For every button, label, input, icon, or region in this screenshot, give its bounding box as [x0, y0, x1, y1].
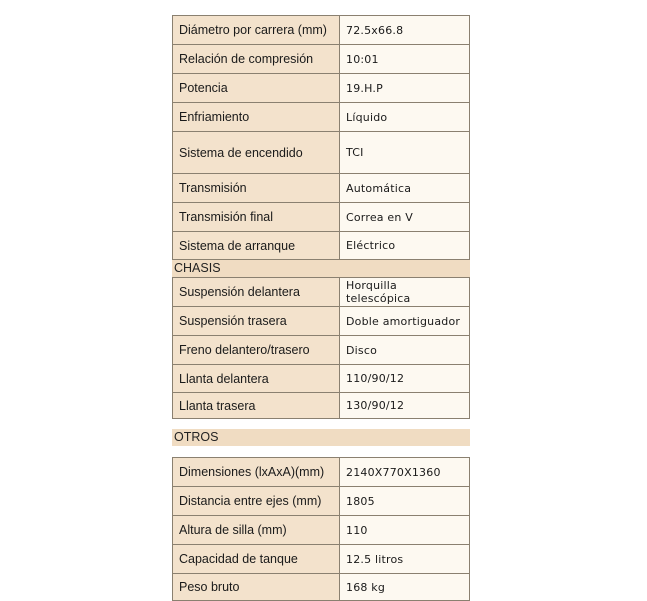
- spec-label: Sistema de arranque: [173, 232, 340, 260]
- table-row: [173, 574, 470, 601]
- table-row: [173, 45, 470, 74]
- table-row: [173, 203, 470, 232]
- spec-value: Disco: [340, 336, 470, 365]
- spec-label: Capacidad de tanque: [173, 545, 340, 574]
- table-row: [173, 132, 470, 174]
- spec-label: Enfriamiento: [173, 103, 340, 132]
- spec-label: Distancia entre ejes (mm): [173, 487, 340, 516]
- table-row: [173, 307, 470, 336]
- spec-value: 110/90/12: [340, 365, 470, 393]
- table-row: [173, 393, 470, 419]
- spec-label: Dimensiones (lxAxA)(mm): [173, 458, 340, 487]
- table-row: [173, 336, 470, 365]
- spec-value: 10:01: [340, 45, 470, 74]
- spec-value: 110: [340, 516, 470, 545]
- section-header-chasis: CHASIS: [172, 260, 470, 277]
- table-row: [173, 487, 470, 516]
- spec-label: Llanta delantera: [173, 365, 340, 393]
- spec-label: Sistema de encendido: [173, 132, 340, 174]
- table-row: [173, 103, 470, 132]
- spec-label: Relación de compresión: [173, 45, 340, 74]
- table-row: [173, 545, 470, 574]
- spec-label: Freno delantero/trasero: [173, 336, 340, 365]
- spec-label: Suspensión delantera: [173, 278, 340, 307]
- spec-value: Horquilla telescópica: [340, 278, 470, 307]
- spec-label: Potencia: [173, 74, 340, 103]
- section-spacer: [172, 419, 470, 429]
- engine-spec-table: [172, 15, 470, 260]
- spec-value: Correa en V: [340, 203, 470, 232]
- table-row: [173, 74, 470, 103]
- spec-label: Altura de silla (mm): [173, 516, 340, 545]
- spec-value: Líquido: [340, 103, 470, 132]
- table-row: [173, 458, 470, 487]
- spec-value: Eléctrico: [340, 232, 470, 260]
- spec-value: 1805: [340, 487, 470, 516]
- spec-value: 72.5x66.8: [340, 16, 470, 45]
- spec-value: Automática: [340, 174, 470, 203]
- spec-value: 19.H.P: [340, 74, 470, 103]
- spec-value: 12.5 litros: [340, 545, 470, 574]
- spec-label: Transmisión: [173, 174, 340, 203]
- chasis-spec-table: [172, 277, 470, 419]
- table-row: [173, 516, 470, 545]
- table-row: [173, 174, 470, 203]
- spec-label: Transmisión final: [173, 203, 340, 232]
- spec-value: 2140X770X1360: [340, 458, 470, 487]
- spec-value: 168 kg: [340, 574, 470, 601]
- spec-value: Doble amortiguador: [340, 307, 470, 336]
- table-row: [173, 232, 470, 260]
- spec-label: Suspensión trasera: [173, 307, 340, 336]
- spec-label: Diámetro por carrera (mm): [173, 16, 340, 45]
- spec-value: TCI: [340, 132, 470, 174]
- table-row: [173, 278, 470, 307]
- table-row: [173, 365, 470, 393]
- section-spacer: [172, 446, 470, 457]
- section-header-otros: OTROS: [172, 429, 470, 446]
- spec-value: 130/90/12: [340, 393, 470, 419]
- spec-label: Peso bruto: [173, 574, 340, 601]
- otros-spec-table: [172, 457, 470, 601]
- spec-sheet: [172, 15, 470, 601]
- table-row: [173, 16, 470, 45]
- spec-label: Llanta trasera: [173, 393, 340, 419]
